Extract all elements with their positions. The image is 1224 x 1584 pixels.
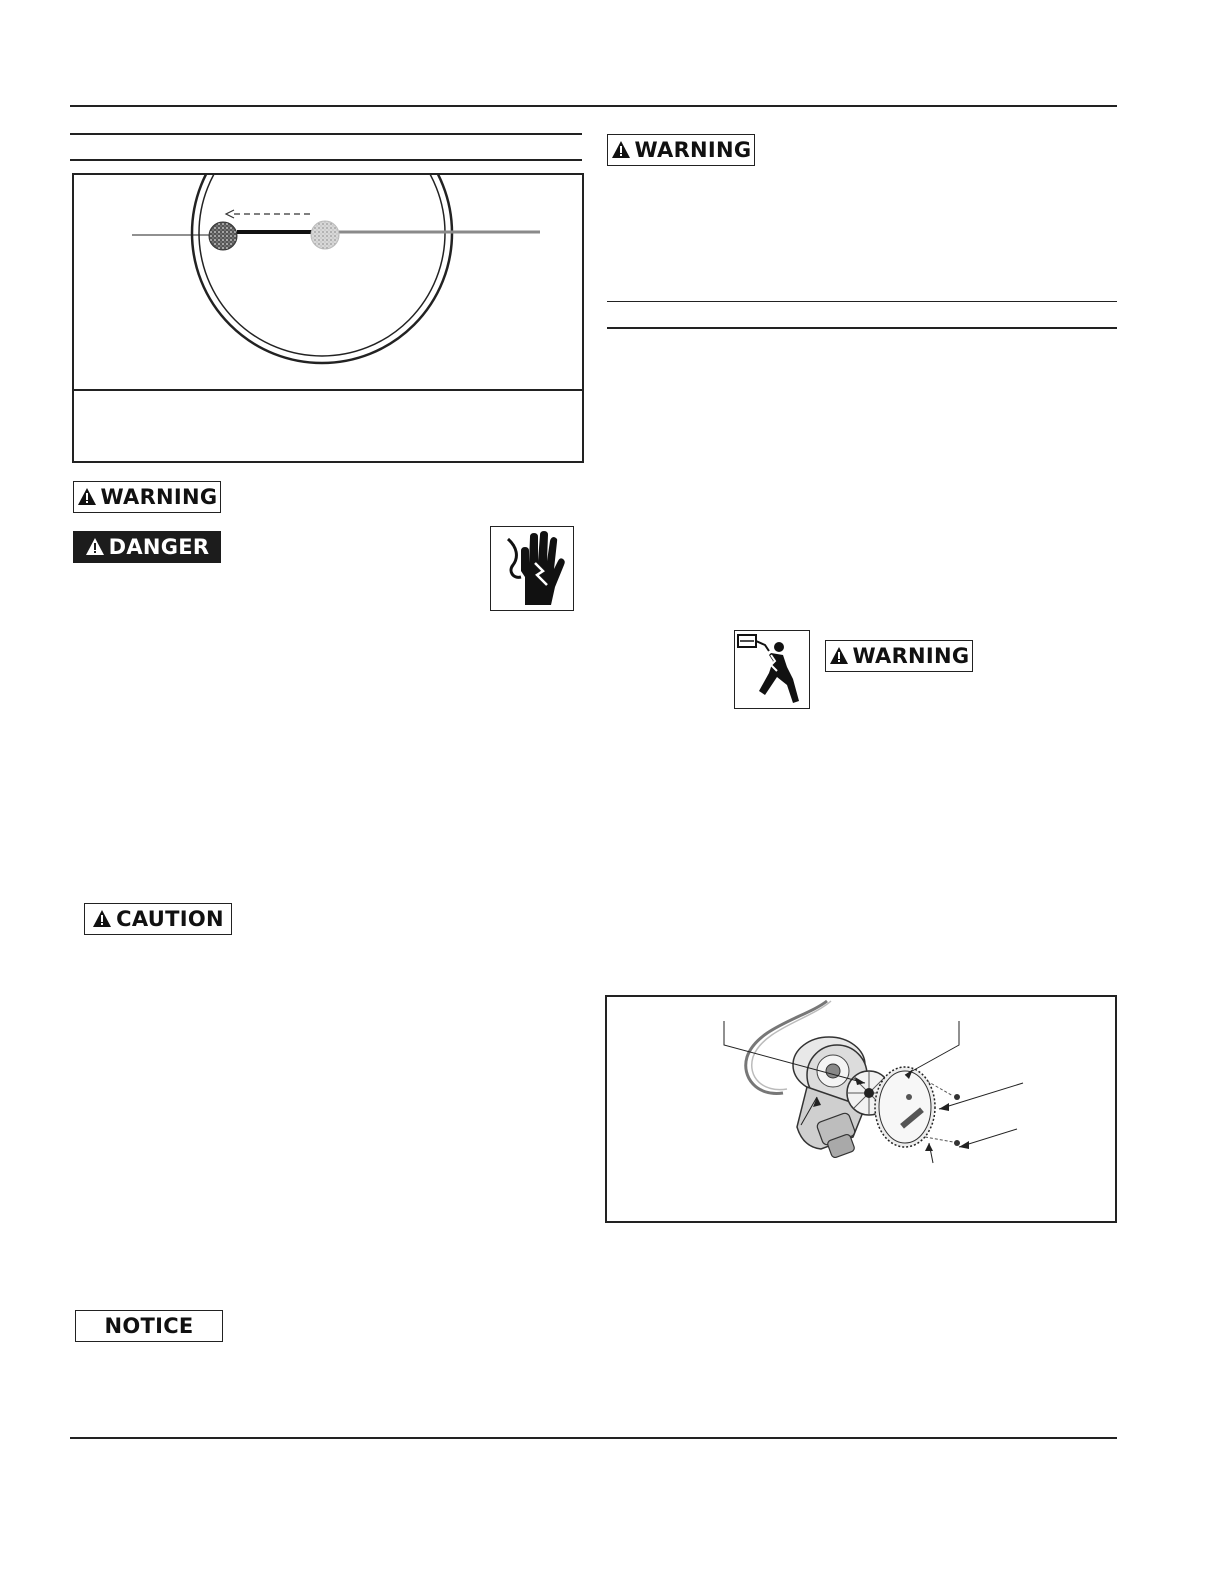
notice-label [75, 1310, 223, 1342]
alert-triangle-icon [92, 909, 112, 929]
warning-label-right-top [607, 134, 755, 166]
caution-label [84, 903, 232, 935]
alert-triangle-icon [85, 537, 105, 557]
figure-pump-assembly [605, 995, 1117, 1223]
warning-label-text: WARNING [100, 485, 218, 509]
danger-label-text: DANGER [108, 535, 210, 559]
warning-label-text: WARNING [852, 644, 970, 668]
footer-rule [70, 1437, 1117, 1439]
notice-label-text: NOTICE [104, 1314, 194, 1338]
left-section-rule-top [70, 133, 582, 135]
caution-label-text: CAUTION [116, 907, 224, 931]
tank-outer-wall [192, 175, 452, 363]
right-section-rule-top [607, 301, 1117, 302]
left-section-rule-bottom [70, 159, 582, 161]
warning-label-text: WARNING [634, 138, 752, 162]
alert-triangle-icon [829, 646, 849, 666]
electrical-hazard-hand-icon [490, 526, 574, 611]
danger-label [73, 531, 221, 563]
pump-assembly-illustration [607, 997, 1115, 1221]
figure-caption-divider [72, 389, 584, 391]
tank-illustration [74, 175, 582, 461]
alert-triangle-icon [77, 487, 97, 507]
anode-old-position [311, 221, 339, 249]
warning-label-right-mid [825, 640, 973, 672]
header-rule [70, 105, 1117, 107]
anode-new-position [209, 222, 237, 250]
electrocution-hazard-icon [734, 630, 810, 709]
figure-tank-diagram [72, 173, 584, 463]
warning-label-left [73, 481, 221, 513]
right-section-rule-bottom [607, 327, 1117, 329]
alert-triangle-icon [611, 140, 631, 160]
